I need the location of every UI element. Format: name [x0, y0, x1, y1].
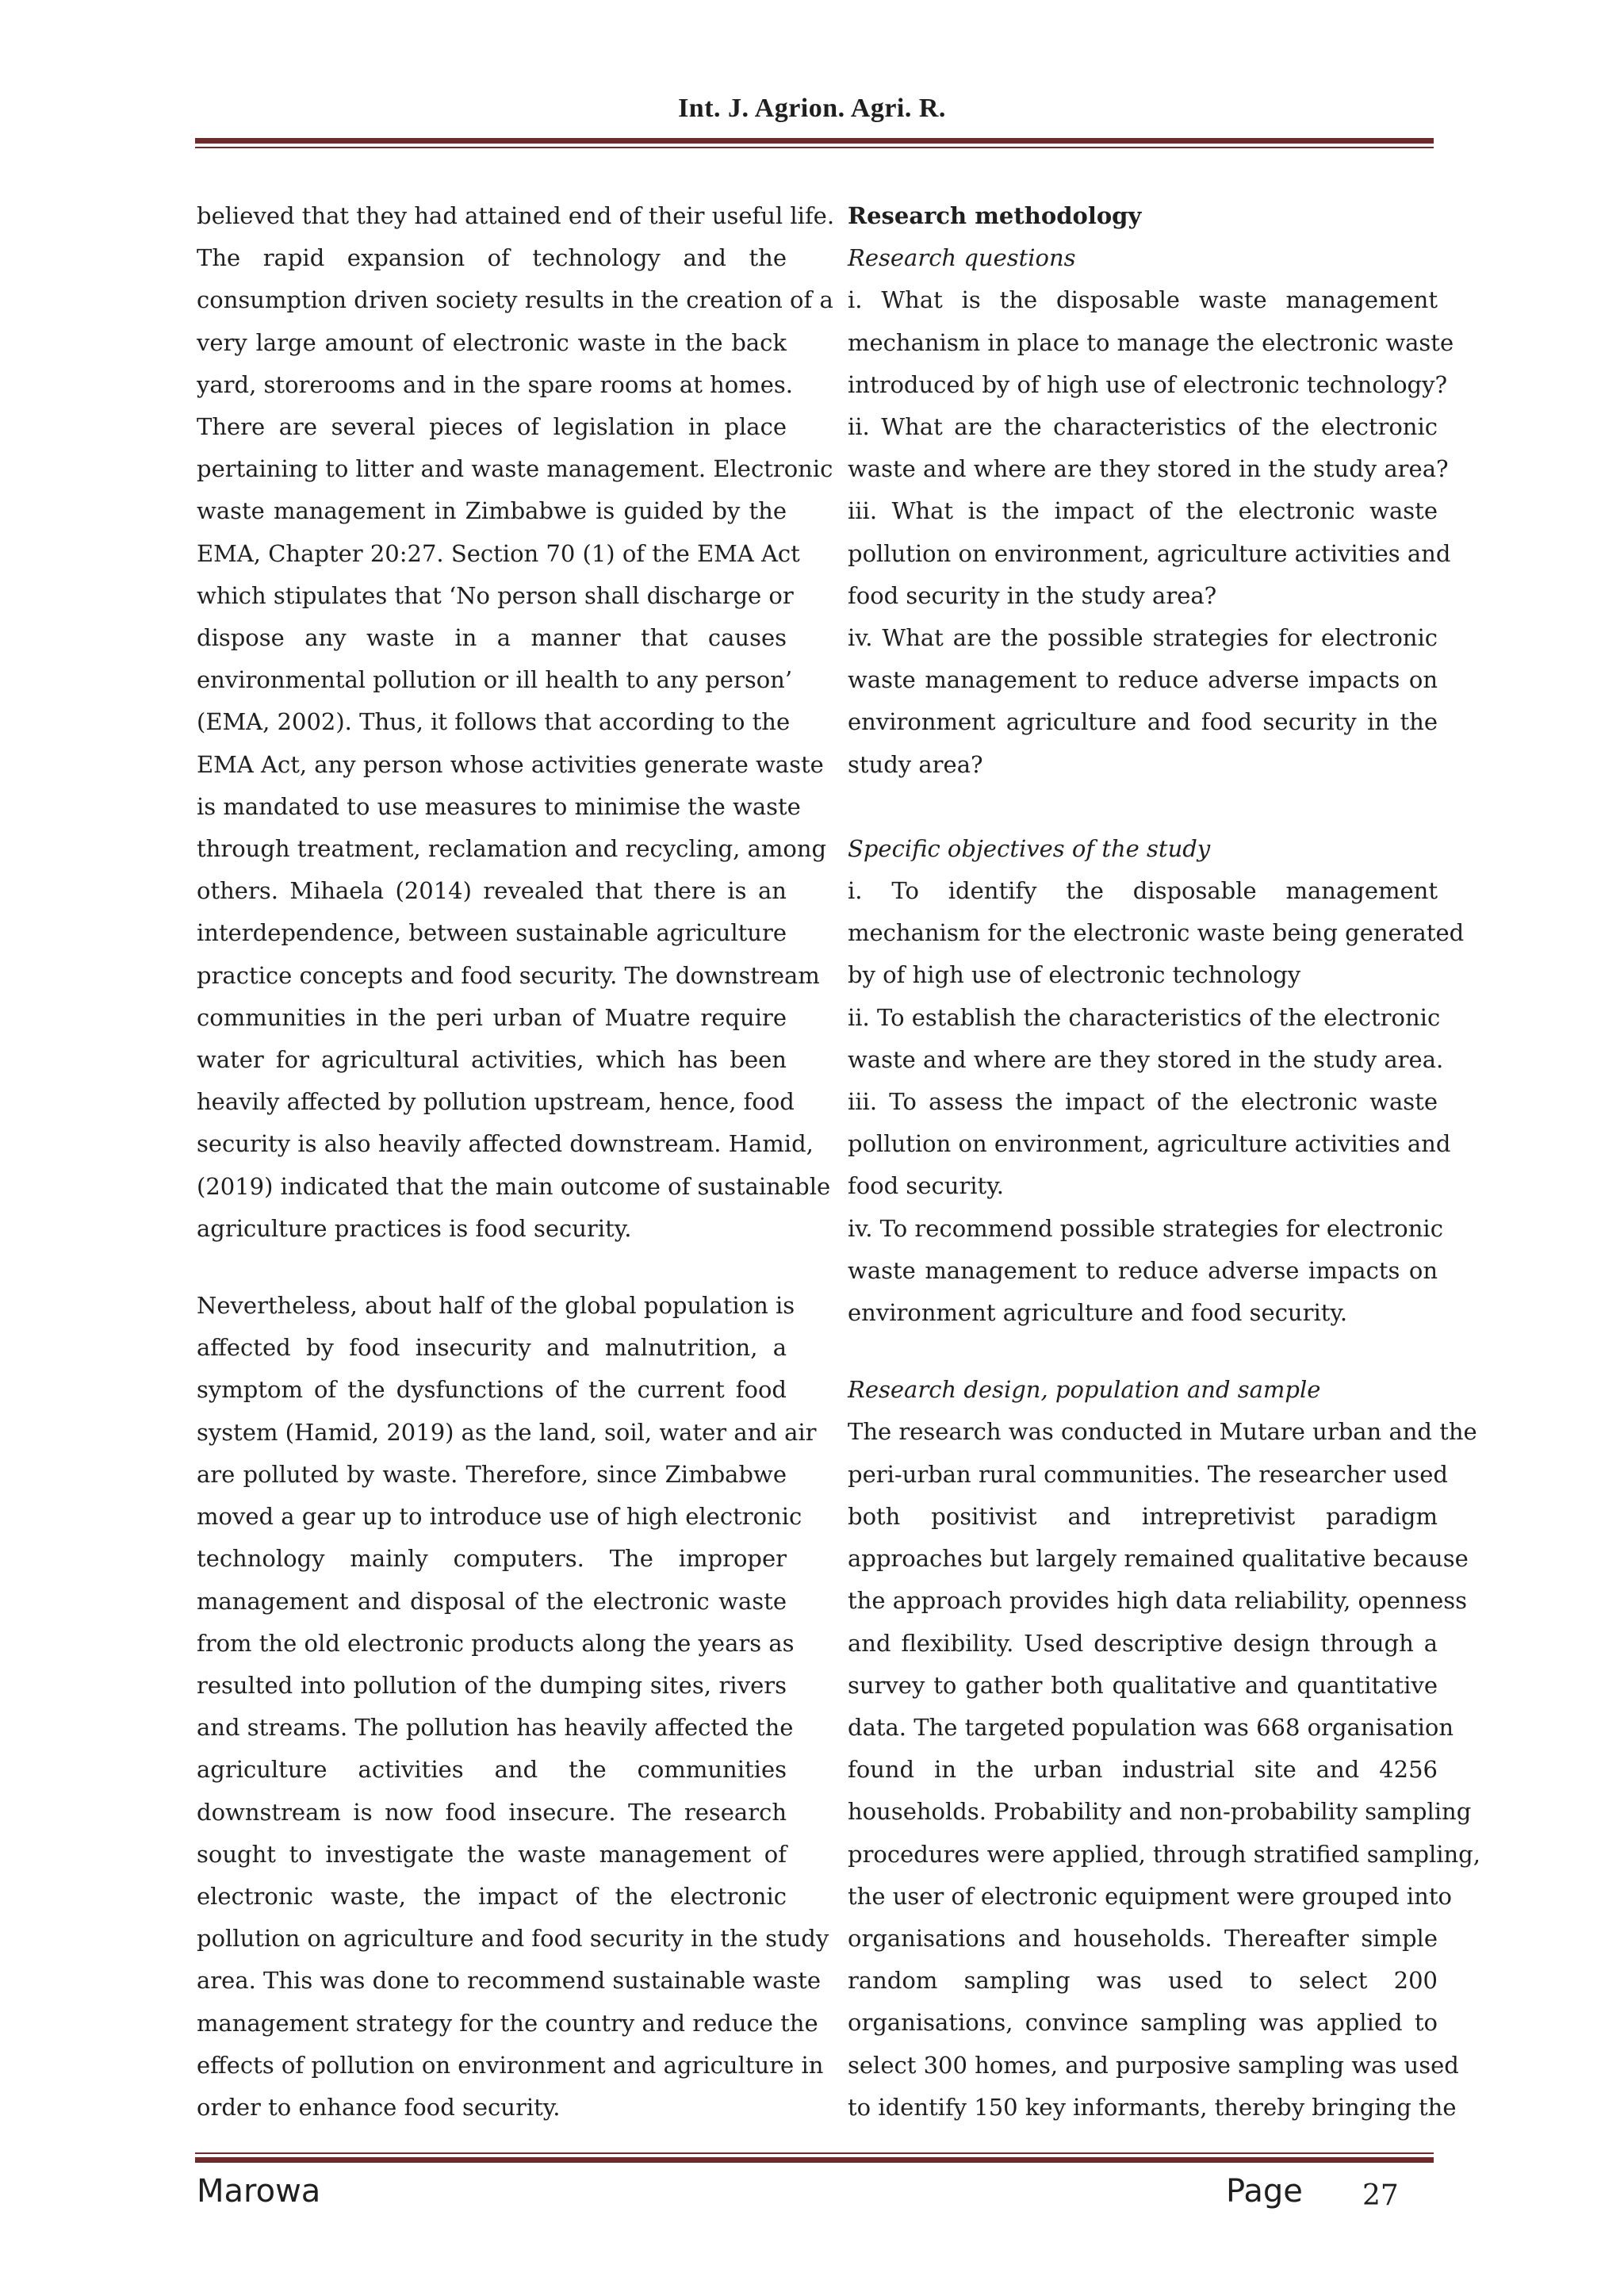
text-line: study area? — [848, 750, 983, 778]
text-line: approaches but largely remained qualitative because — [848, 1545, 1469, 1573]
text-line: moved a gear up to introduce use of high electronic — [197, 1503, 802, 1531]
text-line: from the old electronic products along the years as — [197, 1629, 795, 1657]
text-line: symptom of the dysfunctions of the current food — [197, 1376, 787, 1404]
text-line: i. What is the disposable waste management — [848, 286, 1438, 314]
text-line: and streams. The pollution has heavily affected the — [197, 1714, 794, 1742]
header-rule-thin — [195, 147, 1434, 148]
text-line: organisations and households. Thereafter simple — [848, 1924, 1438, 1952]
text-line: introduced by of high use of electronic technology? — [848, 370, 1448, 398]
text-line: waste and where are they stored in the study area? — [848, 455, 1449, 483]
text-line: EMA, Chapter 20:27. Section 70 (1) of the EMA Act — [197, 539, 800, 567]
text-line: waste management in Zimbabwe is guided by the — [197, 497, 787, 525]
text-line: through treatment, reclamation and recycling, among — [197, 835, 827, 863]
text-line: waste management to reduce adverse impacts on — [848, 666, 1438, 694]
text-line: effects of pollution on environment and agriculture in — [197, 2051, 824, 2079]
paragraph-gap — [197, 1250, 787, 1285]
text-line: very large amount of electronic waste in the back — [197, 328, 787, 356]
text-line: pollution on environment, agriculture activities and — [848, 539, 1451, 567]
text-line: waste and where are they stored in the study area. — [848, 1045, 1444, 1073]
text-line: consumption driven society results in the creation of a — [197, 286, 833, 314]
paragraph-gap — [848, 1334, 1438, 1369]
text-line: food security in the study area? — [848, 581, 1217, 609]
text-line: are polluted by waste. Therefore, since Zimbabwe — [197, 1460, 787, 1488]
text-line: ii. What are the characteristics of the electronic — [848, 413, 1438, 441]
text-line: others. Mihaela (2014) revealed that there is an — [197, 877, 787, 905]
text-line: The research was conducted in Mutare urban and the — [848, 1418, 1477, 1446]
text-line: organisations, convince sampling was applied to — [848, 2009, 1438, 2037]
text-line: ii. To establish the characteristics of the electronic — [848, 1003, 1441, 1031]
intro-paragraph — [197, 195, 835, 1250]
right-column — [848, 195, 1480, 2129]
text-line: survey to gather both qualitative and quantitative — [848, 1671, 1438, 1699]
text-line: agriculture practices is food security. — [197, 1214, 632, 1242]
text-line: technology mainly computers. The improper — [197, 1545, 787, 1573]
paragraph-gap — [848, 786, 1438, 828]
text-line: and flexibility. Used descriptive design through a — [848, 1629, 1438, 1657]
footer-rule-thin — [195, 2152, 1434, 2154]
text-line: iii. What is the impact of the electronic waste — [848, 497, 1438, 525]
text-line: by of high use of electronic technology — [848, 961, 1301, 989]
text-line: electronic waste, the impact of the electronic — [197, 1882, 787, 1910]
text-line: downstream is now food insecure. The research — [197, 1798, 787, 1826]
text-line: iv. What are the possible strategies for electronic — [848, 624, 1438, 652]
text-line: pollution on environment, agriculture activities and — [848, 1130, 1451, 1158]
text-line: management strategy for the country and reduce the — [197, 2009, 818, 2037]
footer-rule-thick — [195, 2157, 1434, 2163]
text-line: area. This was done to recommend sustainable waste — [197, 1967, 822, 1995]
footer-author: Marowa — [197, 2173, 321, 2210]
text-line: random sampling was used to select 200 — [848, 1967, 1438, 1995]
text-line: food security. — [848, 1172, 1004, 1200]
objectives-list — [848, 870, 1465, 1334]
text-line: is mandated to use measures to minimise the waste — [197, 792, 801, 820]
text-line: select 300 homes, and purposive sampling was used — [848, 2051, 1459, 2079]
text-line: order to enhance food security. — [197, 2093, 561, 2121]
text-line: found in the urban industrial site and 4256 — [848, 1756, 1438, 1784]
footer-page-number: 27 — [1362, 2179, 1399, 2212]
text-line: communities in the peri urban of Muatre require — [197, 1003, 787, 1031]
text-line: Nevertheless, about half of the global population is — [197, 1292, 795, 1320]
text-line: agriculture activities and the communities — [197, 1756, 787, 1784]
subheading-research-questions: Research questions — [848, 244, 1076, 272]
text-line: (EMA, 2002). Thus, it follows that according to the — [197, 708, 791, 736]
text-line: pertaining to litter and waste management. Electronic — [197, 455, 833, 483]
text-line: sought to investigate the waste management of — [197, 1840, 787, 1868]
context-paragraph — [197, 1285, 829, 2129]
text-line: EMA Act, any person whose activities generate waste — [197, 750, 824, 778]
text-line: The rapid expansion of technology and the — [197, 244, 787, 272]
text-line: practice concepts and food security. The downstream — [197, 961, 820, 989]
subheading-research-design: Research design, population and sample — [848, 1376, 1321, 1404]
text-line: mechanism for the electronic waste being generated — [848, 919, 1465, 947]
text-line: both positivist and intrepretivist paradigm — [848, 1502, 1438, 1530]
header-rule-thick — [195, 138, 1434, 144]
text-line: i. To identify the disposable management — [848, 877, 1438, 905]
footer-page-label: Page — [1226, 2173, 1303, 2210]
text-line: affected by food insecurity and malnutrition, a — [197, 1334, 787, 1362]
research-questions-list — [848, 279, 1454, 785]
text-line: iii. To assess the impact of the electronic waste — [848, 1088, 1438, 1116]
text-line: environmental pollution or ill health to any person’ — [197, 666, 793, 694]
text-line: There are several pieces of legislation in place — [197, 413, 787, 441]
text-line: peri-urban rural communities. The researcher used — [848, 1460, 1448, 1488]
journal-header: Int. J. Agrion. Agri. R. — [678, 94, 946, 123]
text-line: (2019) indicated that the main outcome of sustainable — [197, 1172, 831, 1200]
text-line: resulted into pollution of the dumping sites, rivers — [197, 1671, 787, 1699]
text-line: households. Probability and non-probability sampling — [848, 1798, 1472, 1826]
text-line: water for agricultural activities, which has been — [197, 1046, 787, 1074]
text-line: system (Hamid, 2019) as the land, soil, water and air — [197, 1418, 817, 1446]
text-line: believed that they had attained end of their useful life. — [197, 202, 835, 229]
left-column — [197, 195, 835, 2129]
research-design-paragraph — [848, 1411, 1480, 2128]
text-line: the user of electronic equipment were grouped into — [848, 1882, 1452, 1910]
text-line: procedures were applied, through stratified sampling, — [848, 1840, 1480, 1868]
text-line: which stipulates that ‘No person shall discharge or — [197, 581, 794, 609]
text-line: waste management to reduce adverse impacts on — [848, 1256, 1438, 1284]
text-line: pollution on agriculture and food security in the study — [197, 1925, 829, 1953]
text-line: yard, storerooms and in the spare rooms at homes. — [197, 370, 793, 398]
text-line: the approach provides high data reliability, openness — [848, 1587, 1468, 1615]
section-heading: Research methodology — [848, 202, 1142, 229]
text-line: heavily affected by pollution upstream, hence, food — [197, 1088, 795, 1116]
text-line: environment agriculture and food security. — [848, 1299, 1348, 1327]
text-line: management and disposal of the electronic waste — [197, 1587, 787, 1615]
text-line: mechanism in place to manage the electronic waste — [848, 328, 1454, 356]
text-line: iv. To recommend possible strategies for electronic — [848, 1214, 1443, 1242]
text-line: environment agriculture and food security in the — [848, 708, 1438, 736]
subheading-specific-objectives: Specific objectives of the study — [848, 834, 1211, 862]
text-line: data. The targeted population was 668 organisation — [848, 1713, 1454, 1741]
text-line: dispose any waste in a manner that causes — [197, 624, 787, 652]
text-line: security is also heavily affected downstream. Hamid, — [197, 1130, 814, 1158]
text-line: interdependence, between sustainable agriculture — [197, 919, 787, 947]
text-line: to identify 150 key informants, thereby bringing the — [848, 2093, 1457, 2121]
